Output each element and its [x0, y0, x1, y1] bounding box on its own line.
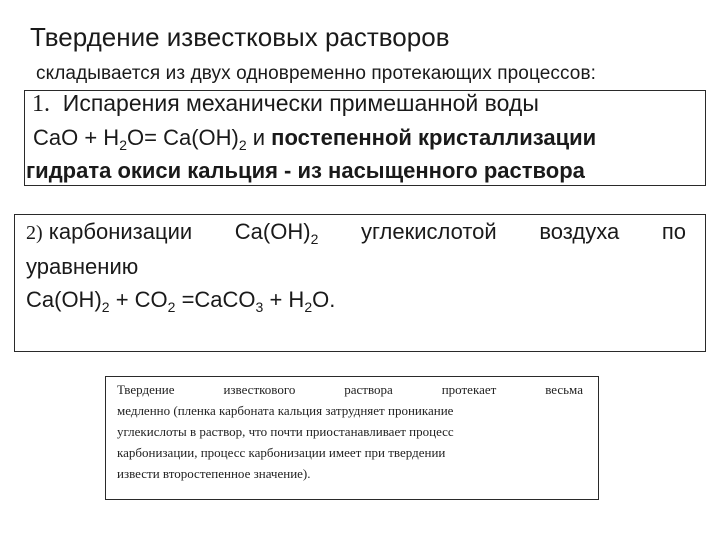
note-line-4: карбонизации, процесс карбонизации имеет при твердении — [117, 445, 446, 460]
word: Ca(OH) — [234, 219, 311, 244]
subscript: 2 — [238, 137, 247, 153]
process-2-heading — [26, 219, 686, 245]
page-title: Твердение известковых растворов — [30, 22, 450, 52]
word: раствора — [344, 382, 393, 397]
crystallization-label: постепенной кристаллизации — [271, 125, 597, 150]
word: карбонизации — [48, 219, 193, 244]
process-1-heading — [32, 90, 539, 118]
process-2-number: 2) — [26, 222, 43, 244]
process-1-continuation: гидрата окиси кальция - из насыщенного раствора — [26, 158, 585, 183]
subscript: 2 — [304, 299, 313, 315]
process-1-number: 1. — [32, 91, 50, 117]
word: воздуха — [539, 219, 620, 244]
equation-part: CaO + H — [33, 125, 120, 150]
equation-part: =CaCO — [175, 287, 256, 312]
note-text — [117, 379, 583, 484]
note-line-2: медленно (пленка карбоната кальция затрудняет проникание — [117, 403, 454, 418]
equation-part: + H — [263, 287, 305, 312]
equation-part: Ca(OH) — [26, 287, 102, 312]
note-line-3: углекислоты в раствор, что почти приостанавливает процесс — [117, 424, 454, 439]
equation-part: O= Ca(OH) — [127, 125, 239, 150]
word: известкового — [223, 382, 296, 397]
process-1-equation — [33, 125, 596, 151]
note-line-1 — [117, 379, 583, 400]
equation-part: O. — [312, 287, 336, 312]
equation-part: + CO — [109, 287, 168, 312]
subscript: 2 — [167, 299, 176, 315]
process-2-line2: уравнению — [26, 254, 139, 279]
page-subtitle: складывается из двух одновременно протекающих процессов: — [36, 63, 597, 84]
note-line-5: извести второстепенное значение). — [117, 466, 311, 481]
subscript: 2 — [310, 231, 319, 247]
word: Твердение — [117, 382, 175, 397]
subscript: 2 — [101, 299, 110, 315]
process-1-label: Испарения механически примешанной воды — [62, 90, 539, 116]
subscript: 3 — [255, 299, 264, 315]
equation-part: и — [246, 125, 272, 150]
word: весьма — [545, 382, 583, 397]
process-2-equation — [26, 287, 335, 313]
word: углекислотой — [360, 219, 497, 244]
subscript: 2 — [119, 137, 127, 153]
word: по — [661, 219, 686, 244]
word: протекает — [441, 382, 497, 397]
